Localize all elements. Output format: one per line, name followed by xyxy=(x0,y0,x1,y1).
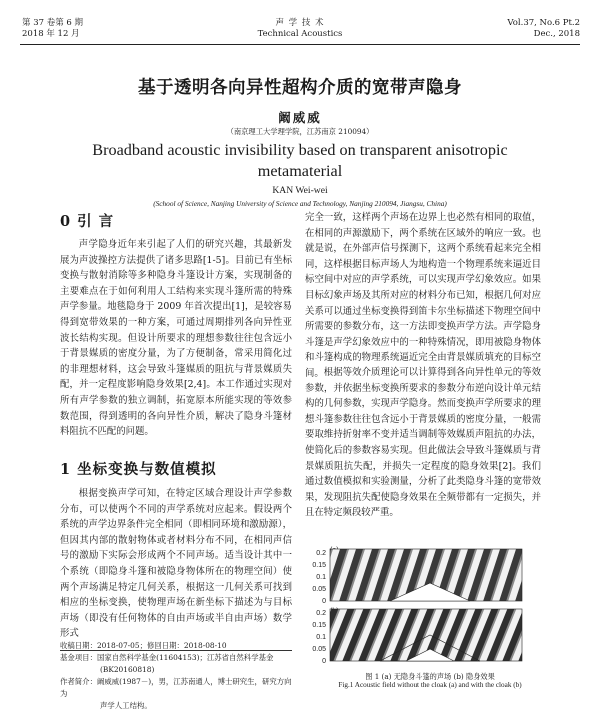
header-rule xyxy=(20,44,580,45)
panel-a-ytick: 0 xyxy=(322,598,326,605)
figure-caption xyxy=(300,672,560,690)
footnote-author-bio: 作者简介：阚威威(1987－)，男，江苏南通人，博士研究生，研究方向为 xyxy=(60,677,292,698)
panel-b-ytick: 0 xyxy=(322,658,326,665)
intro-paragraph: 声学隐身近年来引起了人们的研究兴趣，其最新发展为声波操控方法提供了诸多思路[1-5]。目前已有坐标变换与散射消除等多种隐身斗篷设计方案，实现制备的主要难点在于如何利用人工结构来实现斗篷所需的特殊声学参量。地毯隐身于 2009 年首次提出[1]，是较容易得到宽带效果的一种方案，可通过周期排列各向异性亚波长结构实现。但设计所要求的理想参数往往包含远小于背景媒质的密度分量，为了方便制备，常采用简化过的非理想材料，这会导致斗篷媒质的阻抗与背景媒质失配，并一定程度影响隐身效果[2,4]。本工作通过实现对所有声学参数的独立调制，拓宽原本所能实现的等效参数范围，得到透明的各向异性介质，解决了隐身斗篷材料阻抗不匹配的问题。 xyxy=(60,239,292,438)
journal-name xyxy=(200,18,400,40)
paper-title-cn: 基于透明各向异性超构介质的宽带声隐身 xyxy=(138,78,462,98)
panel-a-ytick: 0.05 xyxy=(312,586,326,593)
panel-b xyxy=(312,608,522,665)
paper-title-en-line1: Broadband acoustic invisibility based on transparent anisotropic xyxy=(92,141,508,159)
author-en: KAN Wei-wei xyxy=(272,185,328,196)
panel-a-ytick: 0.1 xyxy=(316,574,326,581)
panel-b-ytick: 0.15 xyxy=(312,622,326,629)
footnote-funding-code: (BK20160818) xyxy=(100,665,155,674)
right-paragraph-1: 完全一致，这样两个声场在边界上也必然有相同的取值，在相同的声源激励下，两个系统在区域外的响应一致。也就是说，在外部声信号探测下，这两个系统看起来完全相同，这样根据目标声场人为地构造一个物理系统来逼近目标空间中对应的声学系统，可以实现声学幻象效应。如果目标幻象声场及其所对应的材料分布已知，根据几何对应关系可以通过坐标变换得到笛卡尔坐标描述下物理空间中所需要的参数分布，这一方法即变换声学方法。声学隐身斗篷是声学幻象效应中的一种特殊情况，即用被隐身物体和斗篷构成的物理系统逼近完全由背景媒质填充的目标空间。 xyxy=(305,212,541,379)
paper-title-en xyxy=(20,140,580,182)
footnote-author-field: 声学人工结构。 xyxy=(100,701,152,710)
panel-b-ytick: 0.2 xyxy=(316,610,326,617)
affiliation-en: (School of Science, Nanjing University of Science and Technology, Nanjing 210094, Jiangsu, China) xyxy=(153,199,447,208)
panel-b-ytick: 0.1 xyxy=(316,634,326,641)
journal-issue xyxy=(22,18,162,40)
author-cn: 阚威威 xyxy=(278,110,322,125)
paper-title-en-line2: metamaterial xyxy=(257,162,343,180)
section-heading-coordinate: 1 坐标变换与数值模拟 xyxy=(60,461,217,478)
section-heading-intro: 0 引 言 xyxy=(60,213,115,230)
figure-caption-en: Fig.1 Acoustic field without the cloak (a) and with the cloak (b) xyxy=(338,681,522,689)
panel-a-ytick: 0.2 xyxy=(316,550,326,557)
journal-date: 2018 年 12 月 xyxy=(22,29,80,39)
journal-name-en: Technical Acoustics xyxy=(257,29,343,39)
panel-a-ytick: 0.15 xyxy=(312,562,326,569)
panel-b-y-axis xyxy=(312,610,326,665)
footnote-received: 收稿日期：2018-07-05；修回日期：2018-08-10 xyxy=(60,641,227,650)
footnote-funding: 基金项目：国家自然科学基金(11604153)；江苏省自然科学基金 xyxy=(60,653,274,662)
panel-b-ytick: 0.05 xyxy=(312,646,326,653)
figure-caption-cn: 图 1 (a) 无隐身斗篷的声场 (b) 隐身效果 xyxy=(365,672,495,681)
journal-name-cn: 声 学 技 术 xyxy=(275,18,325,28)
figure-1 xyxy=(310,543,546,671)
journal-volume: 第 37 卷第 6 期 xyxy=(22,18,84,28)
journal-date-en: Dec., 2018 xyxy=(533,29,580,39)
journal-volume-en-line: Vol.37, No.6 Pt.2 xyxy=(507,18,580,28)
panel-a-y-axis xyxy=(312,550,326,605)
journal-volume-en xyxy=(410,18,580,40)
footnote xyxy=(60,640,296,712)
coordinate-paragraph: 根据变换声学可知，在特定区域合理设计声学参数分布，可以使两个不同的声学系统对应起来。假设两个系统的声学边界条件完全相同（即相同环境和激励源），但因其内部的散射物体或者材料分布不同，在相同声信号的激励下实际会形成两个不同声场。适当设计其中一个系统（即隐身斗篷和被隐身物体所在的物理空间）使两个声场满足特定几何关系，根据这一几何关系可找到相应的坐标变换，使物理声场在新坐标下描述为与目标声场（即没有任何物体的自由声场或半自由声场）数学形式 xyxy=(60,488,292,640)
panel-a xyxy=(312,547,522,605)
right-paragraph-2: 根据等效介质理论可以计算得到各向异性单元的等效参数，并依据坐标变换所要求的参数分布逆向设计单元结构的几何参数，实现声学隐身。然而变换声学所要求的理想斗篷参数往往包含远小于背景媒质的密度分量，一般需要取维持折射率不变并适当调制等效媒质声阻抗的办法，使简化后的参数容易实现。但此做法会导致斗篷媒质与背景媒质阻抗失配，并损失一定程度的隐身效果[2]。我们通过数值模拟和实验测量，分析了此类隐身斗篷的宽带效果，发现阻抗失配使隐身效果在全频带都有一定损失，并且在特定频段较严重。 xyxy=(305,367,541,519)
affiliation-cn: （南京理工大学理学院，江苏南京 210094） xyxy=(226,127,374,136)
